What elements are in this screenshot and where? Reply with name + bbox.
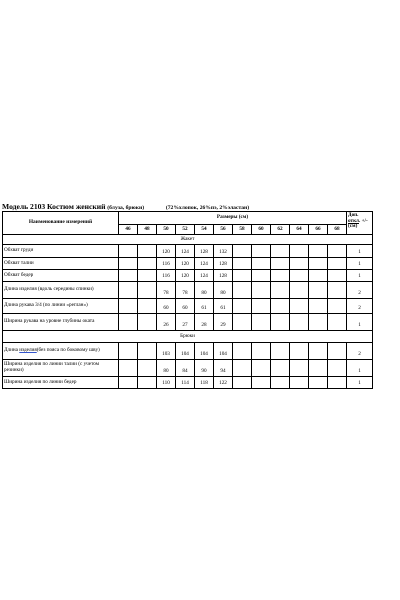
size-value-cell: 128 xyxy=(214,270,233,282)
measurement-name: Обхват талии xyxy=(3,258,119,270)
measurement-name: Ширина изделия по линии бедер xyxy=(3,377,119,389)
size-value-cell xyxy=(233,314,252,331)
table-row xyxy=(3,282,373,299)
size-value-cell xyxy=(138,314,157,331)
size-value-cell xyxy=(233,270,252,282)
size-value-cell xyxy=(252,343,271,360)
size-value-cell xyxy=(252,299,271,314)
measurement-name: Длина рукава 3/4 (по линии «реглан») xyxy=(3,299,119,314)
size-value-cell xyxy=(119,270,138,282)
size-value-cell: 120 xyxy=(176,258,195,270)
section-row xyxy=(3,235,373,245)
measurement-name-underlined: изделия xyxy=(19,347,37,354)
size-value-cell xyxy=(271,377,290,389)
measurement-name: Ширина рукава на уровне глубины оката xyxy=(3,314,119,331)
size-value-cell: 132 xyxy=(214,245,233,258)
size-value-cell: 80 xyxy=(214,282,233,299)
size-value-cell xyxy=(119,245,138,258)
size-value-cell: 120 xyxy=(157,245,176,258)
size-value-cell: 116 xyxy=(157,258,176,270)
table-row xyxy=(3,377,373,389)
size-chart-body xyxy=(3,235,373,389)
size-value-cell xyxy=(290,314,309,331)
size-header-58: 58 xyxy=(233,225,252,235)
size-value-cell xyxy=(138,258,157,270)
size-value-cell xyxy=(290,377,309,389)
table-row xyxy=(3,360,373,377)
size-value-cell xyxy=(233,377,252,389)
size-value-cell: 124 xyxy=(195,258,214,270)
size-value-cell: 60 xyxy=(176,299,195,314)
size-value-cell xyxy=(290,245,309,258)
size-value-cell xyxy=(119,343,138,360)
size-value-cell xyxy=(328,245,347,258)
size-header-60: 60 xyxy=(252,225,271,235)
size-header-56: 56 xyxy=(214,225,233,235)
size-value-cell: 90 xyxy=(195,360,214,377)
size-value-cell xyxy=(233,245,252,258)
size-value-cell xyxy=(328,270,347,282)
size-header-62: 62 xyxy=(271,225,290,235)
measurement-name: Ширина изделия по линии талии (с учетом резинки) xyxy=(3,360,119,377)
size-value-cell: 104 xyxy=(214,343,233,360)
tolerance-header-otkl: откл xyxy=(348,217,359,224)
measurement-name: Длина изделия (вдоль середины спинки) xyxy=(3,282,119,299)
size-value-cell xyxy=(271,258,290,270)
size-value-cell xyxy=(271,360,290,377)
table-row xyxy=(3,258,373,270)
size-value-cell xyxy=(309,343,328,360)
size-value-cell xyxy=(271,343,290,360)
size-value-cell xyxy=(309,360,328,377)
size-value-cell xyxy=(328,360,347,377)
size-value-cell: 61 xyxy=(195,299,214,314)
table-row xyxy=(3,299,373,314)
size-value-cell: 61 xyxy=(214,299,233,314)
size-value-cell xyxy=(328,258,347,270)
size-value-cell xyxy=(290,270,309,282)
size-value-cell xyxy=(309,270,328,282)
size-value-cell: 124 xyxy=(195,270,214,282)
model-code: Модель 2103 xyxy=(2,202,46,211)
size-value-cell xyxy=(119,258,138,270)
size-value-cell xyxy=(290,343,309,360)
size-value-cell: 128 xyxy=(195,245,214,258)
size-value-cell xyxy=(290,299,309,314)
size-value-cell xyxy=(119,299,138,314)
name-column-header: Наименование измерений xyxy=(3,212,119,235)
size-header-54: 54 xyxy=(195,225,214,235)
size-value-cell xyxy=(233,360,252,377)
size-value-cell xyxy=(309,314,328,331)
tolerance-value: 1 xyxy=(347,377,373,389)
size-value-cell: 128 xyxy=(214,258,233,270)
size-value-cell xyxy=(252,270,271,282)
size-value-cell xyxy=(138,343,157,360)
section-title: Жакет xyxy=(3,235,373,245)
size-value-cell: 104 xyxy=(195,343,214,360)
size-value-cell xyxy=(233,343,252,360)
size-value-cell: 122 xyxy=(214,377,233,389)
model-heading xyxy=(2,202,398,211)
size-value-cell: 94 xyxy=(214,360,233,377)
size-value-cell xyxy=(328,282,347,299)
size-value-cell xyxy=(271,299,290,314)
size-value-cell xyxy=(119,360,138,377)
tolerance-column-header xyxy=(347,212,373,235)
section-title: Брюки xyxy=(3,331,373,343)
tolerance-value: 2 xyxy=(347,343,373,360)
size-value-cell xyxy=(138,245,157,258)
measurement-name-part: Длина xyxy=(4,347,20,354)
measurement-name: Обхват бедер xyxy=(3,270,119,282)
measurement-name-part: (без пояса по боковому шву) xyxy=(36,347,100,354)
size-value-cell xyxy=(309,299,328,314)
size-value-cell: 78 xyxy=(176,282,195,299)
model-title: Костюм женский xyxy=(47,202,106,211)
size-value-cell: 78 xyxy=(157,282,176,299)
model-items: (блуза, брюки) xyxy=(107,205,145,211)
size-header-48: 48 xyxy=(138,225,157,235)
size-value-cell xyxy=(252,377,271,389)
size-value-cell xyxy=(233,258,252,270)
size-value-cell xyxy=(233,282,252,299)
size-value-cell xyxy=(290,282,309,299)
size-value-cell: 27 xyxy=(176,314,195,331)
tolerance-value: 1 xyxy=(347,270,373,282)
size-value-cell xyxy=(138,299,157,314)
size-value-cell xyxy=(252,245,271,258)
size-value-cell: 114 xyxy=(176,377,195,389)
size-header-50: 50 xyxy=(157,225,176,235)
size-value-cell xyxy=(233,299,252,314)
size-value-cell xyxy=(328,314,347,331)
size-value-cell xyxy=(309,245,328,258)
size-value-cell: 26 xyxy=(157,314,176,331)
size-value-cell: 104 xyxy=(176,343,195,360)
size-value-cell xyxy=(309,258,328,270)
table-row xyxy=(3,343,373,360)
size-value-cell xyxy=(328,377,347,389)
size-value-cell xyxy=(328,343,347,360)
table-row xyxy=(3,245,373,258)
size-header-46: 46 xyxy=(119,225,138,235)
size-value-cell xyxy=(328,299,347,314)
tolerance-value: 1 xyxy=(347,314,373,331)
size-header-64: 64 xyxy=(290,225,309,235)
size-value-cell: 84 xyxy=(176,360,195,377)
size-value-cell: 29 xyxy=(214,314,233,331)
size-value-cell: 120 xyxy=(176,270,195,282)
size-value-cell: 116 xyxy=(157,270,176,282)
size-value-cell xyxy=(271,282,290,299)
tolerance-value: 1 xyxy=(347,258,373,270)
size-value-cell xyxy=(138,360,157,377)
tolerance-value: 2 xyxy=(347,282,373,299)
measurement-name xyxy=(3,343,119,360)
size-value-cell: 118 xyxy=(195,377,214,389)
size-value-cell xyxy=(252,282,271,299)
tolerance-header-line1: Доп. xyxy=(348,212,359,218)
size-value-cell: 124 xyxy=(176,245,195,258)
size-value-cell xyxy=(252,360,271,377)
table-row xyxy=(3,270,373,282)
size-value-cell xyxy=(119,314,138,331)
size-value-cell: 80 xyxy=(157,360,176,377)
size-value-cell xyxy=(138,377,157,389)
size-value-cell: 110 xyxy=(157,377,176,389)
tolerance-value: 2 xyxy=(347,299,373,314)
size-value-cell xyxy=(290,360,309,377)
tolerance-value: 1 xyxy=(347,360,373,377)
sizes-column-header: Размеры (см) xyxy=(119,212,347,225)
size-value-cell: 60 xyxy=(157,299,176,314)
size-chart-table xyxy=(2,211,373,389)
size-value-cell xyxy=(119,282,138,299)
size-value-cell xyxy=(138,270,157,282)
measurement-name: Обхват груди xyxy=(3,245,119,258)
size-value-cell xyxy=(252,314,271,331)
size-value-cell: 80 xyxy=(195,282,214,299)
size-header-68: 68 xyxy=(328,225,347,235)
model-fabric: (72%хлопок, 26%пэ, 2%эластан) xyxy=(165,205,250,211)
size-value-cell: 103 xyxy=(157,343,176,360)
size-header-52: 52 xyxy=(176,225,195,235)
size-value-cell xyxy=(271,245,290,258)
size-value-cell xyxy=(138,282,157,299)
size-value-cell xyxy=(271,270,290,282)
size-value-cell xyxy=(119,377,138,389)
size-value-cell xyxy=(309,282,328,299)
tolerance-header-plusminus: . +/- xyxy=(358,217,368,224)
size-value-cell xyxy=(309,377,328,389)
size-value-cell: 28 xyxy=(195,314,214,331)
section-row xyxy=(3,331,373,343)
size-value-cell xyxy=(252,258,271,270)
size-header-66: 66 xyxy=(309,225,328,235)
table-row xyxy=(3,314,373,331)
size-value-cell xyxy=(290,258,309,270)
size-value-cell xyxy=(271,314,290,331)
tolerance-value: 1 xyxy=(347,245,373,258)
tolerance-header-line3: (см) xyxy=(348,223,358,230)
